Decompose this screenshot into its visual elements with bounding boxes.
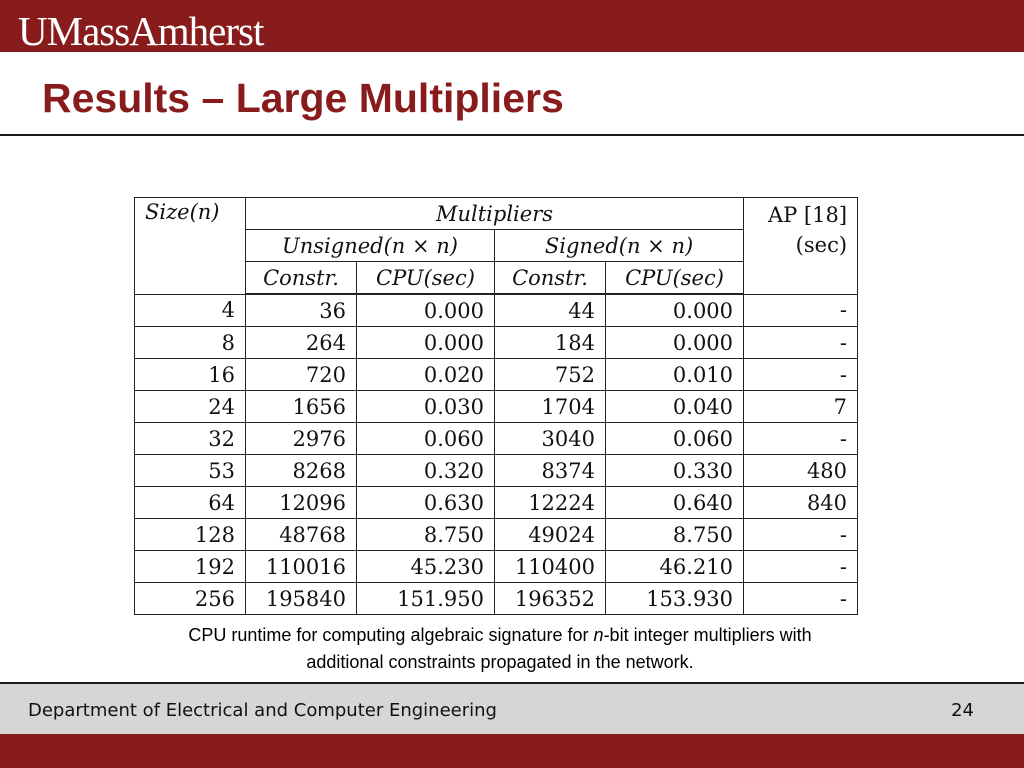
cell-signed-cpu: 0.000 xyxy=(606,294,744,327)
cell-ap: - xyxy=(744,423,858,455)
header-unsigned: Unsigned(n × n) xyxy=(246,230,495,262)
cell-unsigned-cpu: 8.750 xyxy=(357,519,495,551)
cell-unsigned-cpu: 0.030 xyxy=(357,391,495,423)
cell-ap: - xyxy=(744,294,858,327)
header-unsigned-cpu: CPU(sec) xyxy=(357,262,495,295)
cell-ap: 7 xyxy=(744,391,858,423)
table-row xyxy=(135,327,858,359)
cell-unsigned-constr: 264 xyxy=(246,327,357,359)
cell-unsigned-constr: 12096 xyxy=(246,487,357,519)
cell-size: 24 xyxy=(135,391,246,423)
cell-signed-constr: 44 xyxy=(495,294,606,327)
cell-unsigned-constr: 1656 xyxy=(246,391,357,423)
cell-size: 4 xyxy=(135,294,246,327)
cell-size: 8 xyxy=(135,327,246,359)
cell-signed-constr: 184 xyxy=(495,327,606,359)
header-unsigned-constr: Constr. xyxy=(246,262,357,295)
cell-unsigned-constr: 36 xyxy=(246,294,357,327)
cell-ap: - xyxy=(744,551,858,583)
cell-unsigned-constr: 8268 xyxy=(246,455,357,487)
cell-unsigned-cpu: 0.000 xyxy=(357,294,495,327)
cell-signed-constr: 12224 xyxy=(495,487,606,519)
cell-signed-cpu: 0.010 xyxy=(606,359,744,391)
cell-unsigned-constr: 720 xyxy=(246,359,357,391)
cell-signed-cpu: 0.000 xyxy=(606,327,744,359)
cell-unsigned-cpu: 0.000 xyxy=(357,327,495,359)
cell-unsigned-constr: 2976 xyxy=(246,423,357,455)
cell-unsigned-cpu: 45.230 xyxy=(357,551,495,583)
cell-unsigned-constr: 48768 xyxy=(246,519,357,551)
caption-text-end: -bit integer multipliers with additional constraints propagated in the network. xyxy=(306,625,812,672)
table-row xyxy=(135,519,858,551)
bottom-brand-bar xyxy=(0,734,1024,768)
footer-bar xyxy=(0,682,1024,734)
cell-size: 256 xyxy=(135,583,246,615)
cell-signed-constr: 110400 xyxy=(495,551,606,583)
header-ap-label: AP [18] xyxy=(767,203,848,227)
caption-text-start: CPU runtime for computing algebraic signature for xyxy=(188,625,594,645)
cell-signed-cpu: 153.930 xyxy=(606,583,744,615)
cell-ap: 480 xyxy=(744,455,858,487)
cell-size: 32 xyxy=(135,423,246,455)
cell-unsigned-cpu: 0.630 xyxy=(357,487,495,519)
cell-unsigned-cpu: 0.320 xyxy=(357,455,495,487)
cell-signed-cpu: 0.060 xyxy=(606,423,744,455)
title-divider xyxy=(0,134,1024,136)
slide-title: Results – Large Multipliers xyxy=(42,75,564,121)
cell-size: 128 xyxy=(135,519,246,551)
header-signed: Signed(n × n) xyxy=(495,230,744,262)
cell-ap: - xyxy=(744,519,858,551)
cell-signed-constr: 49024 xyxy=(495,519,606,551)
header-signed-cpu: CPU(sec) xyxy=(606,262,744,295)
table-row xyxy=(135,487,858,519)
cell-unsigned-cpu: 0.020 xyxy=(357,359,495,391)
cell-ap: - xyxy=(744,327,858,359)
header-multipliers: Multipliers xyxy=(246,198,744,230)
table-caption xyxy=(150,622,850,676)
cell-size: 53 xyxy=(135,455,246,487)
cell-signed-constr: 3040 xyxy=(495,423,606,455)
caption-variable-n: n xyxy=(593,625,604,645)
table-row xyxy=(135,423,858,455)
cell-ap: 840 xyxy=(744,487,858,519)
cell-signed-cpu: 0.640 xyxy=(606,487,744,519)
cell-signed-cpu: 0.330 xyxy=(606,455,744,487)
table-row xyxy=(135,583,858,615)
cell-signed-constr: 196352 xyxy=(495,583,606,615)
cell-unsigned-cpu: 151.950 xyxy=(357,583,495,615)
cell-unsigned-constr: 195840 xyxy=(246,583,357,615)
cell-ap: - xyxy=(744,359,858,391)
cell-unsigned-constr: 110016 xyxy=(246,551,357,583)
table-row xyxy=(135,551,858,583)
umass-logo: UMassAmherst xyxy=(18,8,264,54)
header-ap-unit: (sec) xyxy=(795,233,848,257)
cell-size: 192 xyxy=(135,551,246,583)
cell-signed-cpu: 46.210 xyxy=(606,551,744,583)
table-row xyxy=(135,455,858,487)
header-size: Size(n) xyxy=(135,198,246,295)
cell-signed-constr: 8374 xyxy=(495,455,606,487)
cell-unsigned-cpu: 0.060 xyxy=(357,423,495,455)
cell-signed-cpu: 8.750 xyxy=(606,519,744,551)
cell-size: 64 xyxy=(135,487,246,519)
header-ap xyxy=(744,198,858,295)
results-table xyxy=(134,197,858,615)
department-name: Department of Electrical and Computer Engineering xyxy=(28,700,497,721)
cell-size: 16 xyxy=(135,359,246,391)
cell-signed-constr: 752 xyxy=(495,359,606,391)
results-table-container xyxy=(134,197,857,610)
table-row xyxy=(135,294,858,327)
cell-ap: - xyxy=(744,583,858,615)
header-signed-constr: Constr. xyxy=(495,262,606,295)
table-row xyxy=(135,391,858,423)
page-number: 24 xyxy=(951,700,974,721)
cell-signed-constr: 1704 xyxy=(495,391,606,423)
cell-signed-cpu: 0.040 xyxy=(606,391,744,423)
header-bar xyxy=(0,0,1024,52)
table-row xyxy=(135,359,858,391)
